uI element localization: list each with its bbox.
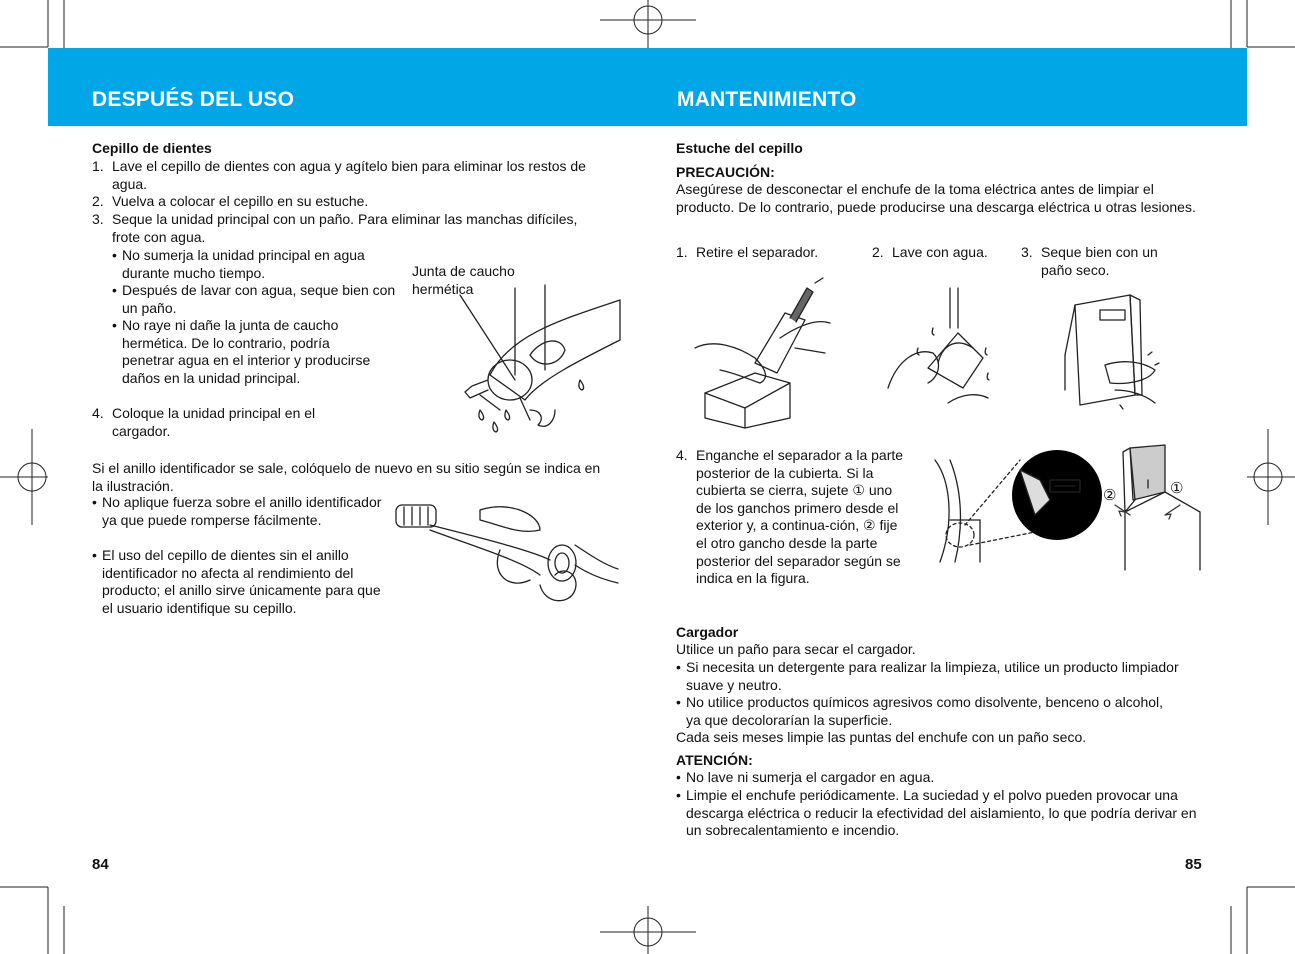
right-page-title: MANTENIMIENTO <box>677 88 857 111</box>
step-1: 1. Lave el cepillo de dientes con agua y agítelo bien para eliminar los restos de agua. <box>92 158 586 192</box>
step-2: 2. Vuelva a colocar el cepillo en su estuche. <box>92 193 369 209</box>
callout-2: ② <box>1103 487 1117 504</box>
step-3-bullet-3: • No raye ni dañe la junta de caucho hermética. De lo contrario, podría penetrar agua en el interior y producirse daños en la unidad principal. <box>112 317 371 386</box>
attention-heading: ATENCIÓN: <box>676 752 753 768</box>
case-step-4: 4. Enganche el separador a la parte posterior de la cubierta. Si la cubierta se cierra, sujete ① uno de los ganchos primero desde el exterior y, a continua-ción, ② fije el otro gancho desde la parte posterior del separador según se indica en la figura. <box>676 447 904 587</box>
callout-1: ① <box>1170 480 1184 497</box>
step-3-bullet-2: • Después de lavar con agua, seque bien con un paño. <box>112 282 396 316</box>
identification-ring-illustration <box>390 495 620 615</box>
attention-bullet-2: • Limpie el enchufe periódicamente. La suciedad y el polvo pueden provocar una descarga eléctrica o reducir la efectividad del aislamiento, lo que podría derivar en un sobrecalentamiento e incendio. <box>676 787 1197 839</box>
ring-bullet-1: • No aplique fuerza sobre el anillo identificador ya que puede romperse fácilmente. <box>92 494 382 528</box>
wash-with-water-illustration <box>888 288 998 418</box>
step-3: 3. Seque la unidad principal con un paño. Para eliminar las manchas difíciles, frote con agua. <box>92 211 578 245</box>
right-page-number: 85 <box>1185 856 1202 873</box>
charger-bullet-2: • No utilice productos químicos agresivos como disolvente, benceno o alcohol, ya que decolorarían la superficie. <box>676 694 1164 728</box>
case-step-1: 1. Retire el separador. <box>676 244 819 260</box>
case-step-3: 3. Seque bien con un paño seco. <box>1021 244 1158 278</box>
charger-bullet-1: • Si necesita un detergente para realizar la limpieza, utilice un producto limpiador suave y neutro. <box>676 659 1179 693</box>
ring-paragraph: Si el anillo identificador se sale, colóquelo de nuevo en su sitio según se indica en la ilustración. <box>92 460 601 494</box>
dry-with-cloth-illustration <box>1060 295 1160 415</box>
case-heading: Estuche del cepillo <box>676 140 803 156</box>
remove-separator-illustration <box>695 278 835 428</box>
case-step-2: 2. Lave con agua. <box>872 244 988 260</box>
step-4: 4. Coloque la unidad principal en el cargador. <box>92 405 316 439</box>
charger-heading: Cargador <box>676 624 739 640</box>
toothbrush-washing-illustration <box>420 280 620 460</box>
step-3-bullet-1: • No sumerja la unidad principal en agua durante mucho tiempo. <box>112 247 365 281</box>
left-page-number: 84 <box>92 856 109 873</box>
caution-text: Asegúrese de desconectar el enchufe de la toma eléctrica antes de limpiar el producto. De lo contrario, puede producirse una descarga eléctrica u otras lesiones. <box>676 181 1196 215</box>
header-band <box>48 48 1247 126</box>
attention-bullet-1: • No lave ni sumerja el cargador en agua. <box>676 769 935 785</box>
charger-note: Cada seis meses limpie las puntas del enchufe con un paño seco. <box>676 729 1087 745</box>
seal-label: Junta de caucho hermética <box>412 263 515 297</box>
toothbrush-heading: Cepillo de dientes <box>92 140 212 156</box>
left-page-title: DESPUÉS DEL USO <box>92 88 295 111</box>
ring-bullet-2: • El uso del cepillo de dientes sin el anillo identificador no afecta al rendimiento del producto; el anillo sirve únicamente para que el usuario identifique su cepillo. <box>92 547 381 616</box>
charger-text: Utilice un paño para secar el cargador. <box>676 641 916 657</box>
caution-heading: PRECAUCIÓN: <box>676 164 775 180</box>
attach-separator-illustration <box>925 440 1215 575</box>
